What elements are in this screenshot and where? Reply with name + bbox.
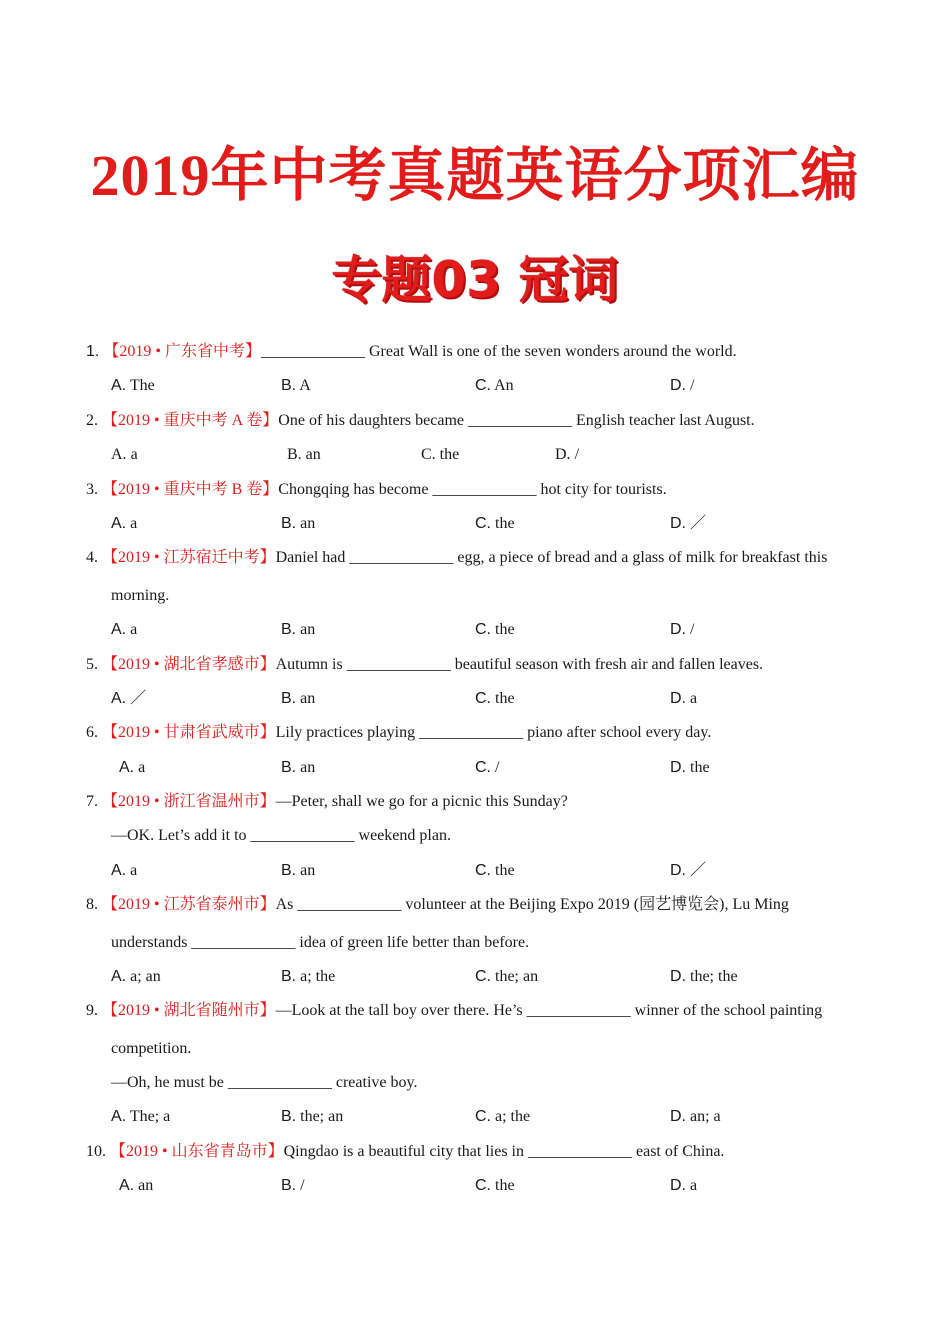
option-d[interactable]: D. /	[670, 621, 695, 638]
question-text: Daniel had _____________ egg, a piece of bread and a glass of milk for breakfast this	[275, 549, 828, 566]
option-d[interactable]: D. an; a	[670, 1108, 721, 1125]
question-source: 【2019 • 浙江省温州市】	[102, 793, 276, 810]
option-d[interactable]: D. a	[670, 690, 698, 707]
question-3	[86, 480, 886, 500]
question-6	[86, 723, 886, 743]
option-a[interactable]: A. The	[111, 377, 155, 394]
question-source: 【2019 • 江苏省泰州市】	[102, 896, 276, 913]
option-c[interactable]: C. the	[475, 690, 515, 707]
question-number: 6.	[86, 724, 98, 741]
option-c[interactable]: C. a; the	[475, 1108, 531, 1125]
question-number: 9.	[86, 1002, 98, 1019]
question-2	[86, 411, 886, 431]
option-c[interactable]: C. /	[475, 759, 500, 776]
option-d[interactable]: D. /	[670, 377, 695, 394]
page-subtitle: 专题03 冠词	[331, 251, 619, 309]
question-text: —Look at the tall boy over there. He’s _____________ winner of the school painting	[275, 1002, 823, 1019]
question-source: 【2019 • 江苏宿迁中考】	[102, 549, 276, 566]
question-text: Qingdao is a beautiful city that lies in _____________ east of China.	[283, 1143, 725, 1160]
option-b[interactable]: B. an	[281, 515, 316, 532]
option-d[interactable]: D. the; the	[670, 968, 738, 985]
option-d[interactable]: D. /	[555, 446, 580, 463]
option-b[interactable]: B. an	[287, 446, 321, 463]
option-a[interactable]: A. a; an	[111, 968, 161, 985]
option-b[interactable]: B. A	[281, 377, 311, 394]
options-9	[111, 1107, 891, 1127]
options-10	[111, 1176, 891, 1196]
options-2	[111, 445, 891, 465]
option-c[interactable]: C. the; an	[475, 968, 539, 985]
options-3	[111, 514, 891, 534]
question-text: One of his daughters became _____________ English teacher last August.	[278, 412, 755, 429]
question-8	[86, 895, 886, 915]
option-b[interactable]: B. an	[281, 690, 316, 707]
question-number: 5.	[86, 656, 98, 673]
option-a[interactable]: A. a	[111, 446, 138, 463]
question-10	[86, 1142, 886, 1162]
question-7	[86, 792, 886, 812]
question-text: As _____________ volunteer at the Beijing Expo 2019 (园艺博览会), Lu Ming	[275, 896, 789, 913]
question-9	[86, 1001, 886, 1021]
option-a[interactable]: A. an	[119, 1177, 154, 1194]
options-6	[111, 758, 891, 778]
options-8	[111, 967, 891, 987]
options-4	[111, 620, 891, 640]
question-number: 10.	[86, 1143, 106, 1160]
option-a[interactable]: A. ／	[111, 690, 147, 707]
question-number: 2.	[86, 412, 98, 429]
option-c[interactable]: C. An	[475, 377, 514, 394]
option-d[interactable]: D. ／	[670, 515, 707, 532]
option-c[interactable]: C. the	[475, 515, 515, 532]
question-4	[86, 548, 886, 568]
question-source: 【2019 • 湖北省孝感市】	[102, 656, 276, 673]
option-d[interactable]: D. ／	[670, 862, 707, 879]
option-d[interactable]: D. a	[670, 1177, 698, 1194]
option-b[interactable]: B. a; the	[281, 968, 336, 985]
question-5	[86, 655, 886, 675]
question-source: 【2019 • 山东省青岛市】	[110, 1143, 284, 1160]
option-b[interactable]: B. the; an	[281, 1108, 344, 1125]
option-d[interactable]: D. the	[670, 759, 710, 776]
question-text-continued: —OK. Let’s add it to _____________ weekend plan.	[111, 827, 451, 844]
question-text-continued: morning.	[111, 587, 170, 604]
option-a[interactable]: A. a	[119, 759, 146, 776]
question-source: 【2019 • 湖北省随州市】	[102, 1002, 276, 1019]
option-a[interactable]: A. The; a	[111, 1108, 171, 1125]
options-1	[111, 376, 891, 396]
options-5	[111, 689, 891, 709]
option-a[interactable]: A. a	[111, 621, 138, 638]
question-source: 【2019 • 重庆中考 A 卷】	[102, 412, 279, 429]
question-text: Chongqing has become _____________ hot city for tourists.	[278, 481, 667, 498]
option-b[interactable]: B. /	[281, 1177, 305, 1194]
question-source: 【2019 • 甘肃省武威市】	[102, 724, 276, 741]
question-text: _____________ Great Wall is one of the seven wonders around the world.	[260, 343, 737, 360]
question-text: Autumn is _____________ beautiful season with fresh air and fallen leaves.	[275, 656, 764, 673]
question-source: 【2019 • 广东省中考】	[103, 343, 261, 360]
option-b[interactable]: B. an	[281, 862, 316, 879]
option-b[interactable]: B. an	[281, 621, 316, 638]
question-source: 【2019 • 重庆中考 B 卷】	[102, 481, 279, 498]
options-7	[111, 861, 891, 881]
question-text-continued: —Oh, he must be _____________ creative boy.	[111, 1074, 418, 1091]
question-number: 4.	[86, 549, 98, 566]
question-text-continued: competition.	[111, 1040, 192, 1057]
option-a[interactable]: A. a	[111, 515, 138, 532]
question-text: Lily practices playing _____________ piano after school every day.	[275, 724, 712, 741]
option-b[interactable]: B. an	[281, 759, 316, 776]
question-text: —Peter, shall we go for a picnic this Sunday?	[275, 793, 568, 810]
question-number: 3.	[86, 481, 98, 498]
question-number: 1.	[86, 343, 100, 360]
option-c[interactable]: C. the	[421, 446, 460, 463]
question-number: 7.	[86, 793, 98, 810]
option-c[interactable]: C. the	[475, 1177, 515, 1194]
question-number: 8.	[86, 896, 98, 913]
question-1	[86, 342, 886, 362]
question-text-continued: understands _____________ idea of green life better than before.	[111, 934, 530, 951]
option-a[interactable]: A. a	[111, 862, 138, 879]
option-c[interactable]: C. the	[475, 862, 515, 879]
option-c[interactable]: C. the	[475, 621, 515, 638]
page-title: 2019年中考真题英语分项汇编	[90, 143, 860, 208]
